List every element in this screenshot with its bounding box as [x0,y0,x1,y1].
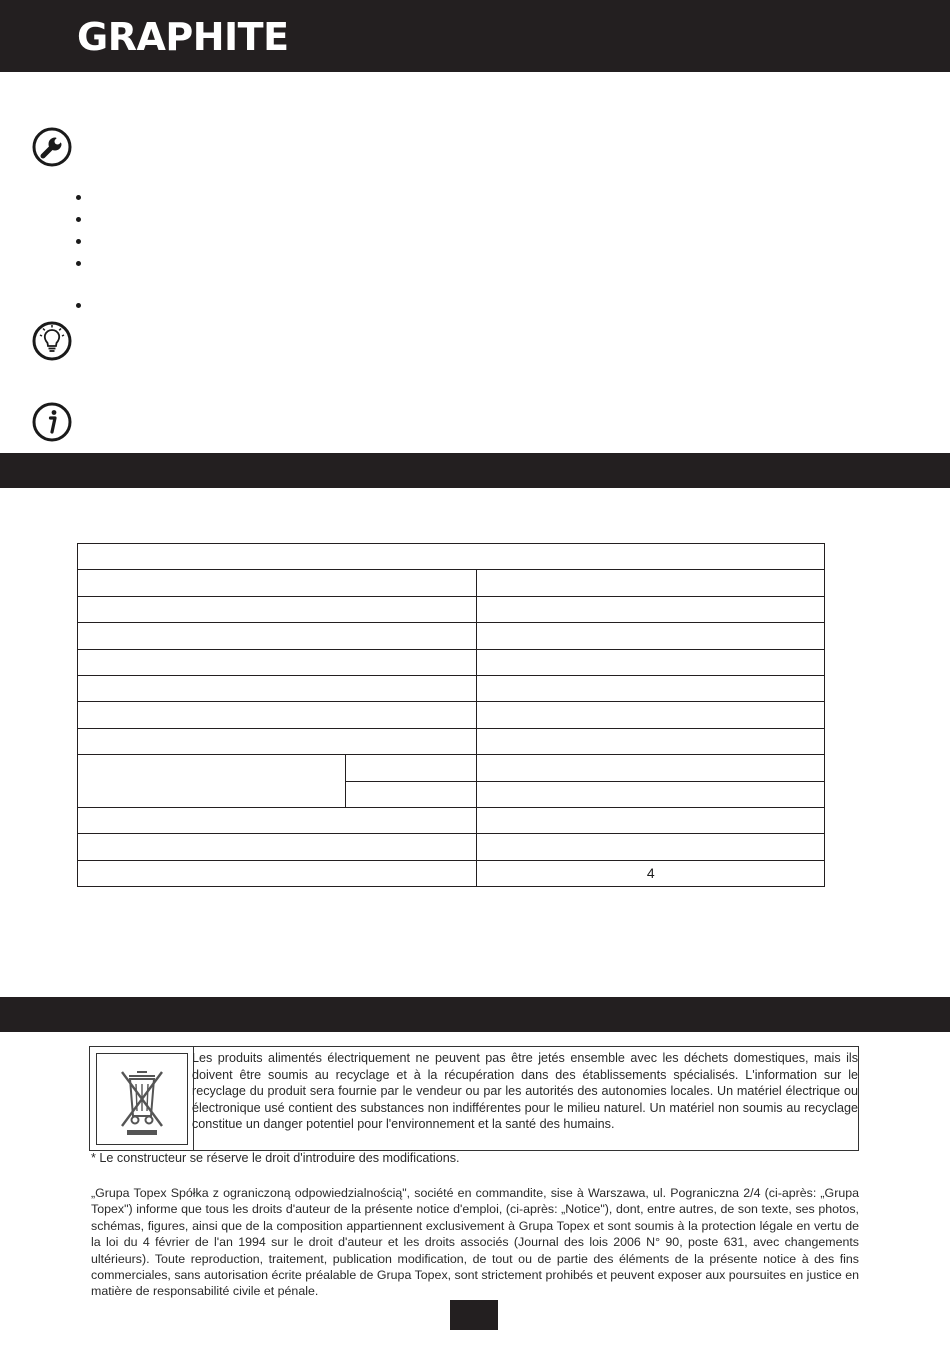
table-cell [477,728,825,754]
manufacturer-note: * Le constructeur se réserve le droit d'introduire des modifications. [91,1151,460,1165]
table-cell-value: 4 [477,860,825,886]
table-cell [78,623,477,649]
recycling-icon-frame [96,1053,188,1145]
table-cell [78,570,477,596]
table-row [78,702,825,728]
copyright-notice: „Grupa Topex Spółka z ograniczoną odpowiedzialnością", société en commandite, sise à Warszawa, ul. Pograniczna 2/4 (ci-après: „Grupa Topex") informe que tous les droits d'auteur de la présente notice d'emploi, (ci-après: „Notice"), dont, entre autres, de son texte, ses photos, schémas, figures, ainsi que de la composition appartiennent exclusivement à Grupa Topex et sont soumis à la protection légale en vertu de la loi du 4 février de l'an 1994 sur le droit d'auteur et les droits associés (Journal des lois 2006 N° 90, poste 631, avec changements ultérieurs). Toute reproduction, traitement, publication modification, de tout ou de partie des éléments de la présente notice à des fins commerciales, sans autorisation écrite préalable de Grupa Topex, sont strictement prohibés et peuvent exposer aux poursuites en justice en matière de responsabilité civile et pénale. [91,1186,859,1299]
table-cell [477,702,825,728]
table-row [78,834,825,860]
list-item [76,195,86,205]
list-item [76,239,86,249]
table-cell [78,728,477,754]
table-row [78,807,825,833]
table-cell [477,649,825,675]
lightbulb-icon [32,321,72,361]
table-row [78,755,825,781]
brand-logo: GRAPHITE [77,15,289,59]
specs-table [77,543,825,887]
table-row [78,675,825,701]
table-cell [78,807,477,833]
recycling-text: Les produits alimentés électriquement ne peuvent pas être jetés ensemble avec les déchets domestiques, mais ils doivent être soumis au recyclage et à la récupération dans des établissements spécialisés. L'information sur le recyclage du produit sera fournie par le vendeur ou par les autorités des autonomies locales. Un matériel électrique ou électronique usé contient des substances non indifférentes pour le milieu naturel. Un matériel non soumis au recyclage constitue un danger potentiel pour l'environnement et la santé des humains. [192,1051,858,1132]
table-cell [78,675,477,701]
table-row [78,728,825,754]
table-row [78,623,825,649]
table-cell [477,623,825,649]
table-row [78,596,825,622]
table-cell [78,649,477,675]
info-icon [32,402,72,442]
table-cell [477,596,825,622]
list-item [76,217,86,227]
section-header-band [0,997,950,1032]
table-cell [78,544,825,570]
table-cell [477,781,825,807]
table-cell [78,834,477,860]
table-cell [78,755,346,808]
table-cell [345,781,477,807]
table-cell [477,834,825,860]
table-row [78,544,825,570]
table-cell [345,755,477,781]
table-cell [78,860,477,886]
section-header-band [0,453,950,488]
table-row [78,860,825,886]
table-cell [477,570,825,596]
recycling-notice [89,1046,859,1151]
list-item [76,261,86,271]
table-row [78,649,825,675]
list-item [76,303,86,313]
table-cell [78,596,477,622]
crossed-out-wheelie-bin-icon [97,1054,187,1144]
wrench-icon [32,127,72,167]
table-cell [477,675,825,701]
table-cell [477,755,825,781]
header-bar [0,0,950,72]
table-row [78,570,825,596]
table-cell [78,702,477,728]
table-cell [477,807,825,833]
page-number-tab [450,1300,498,1330]
